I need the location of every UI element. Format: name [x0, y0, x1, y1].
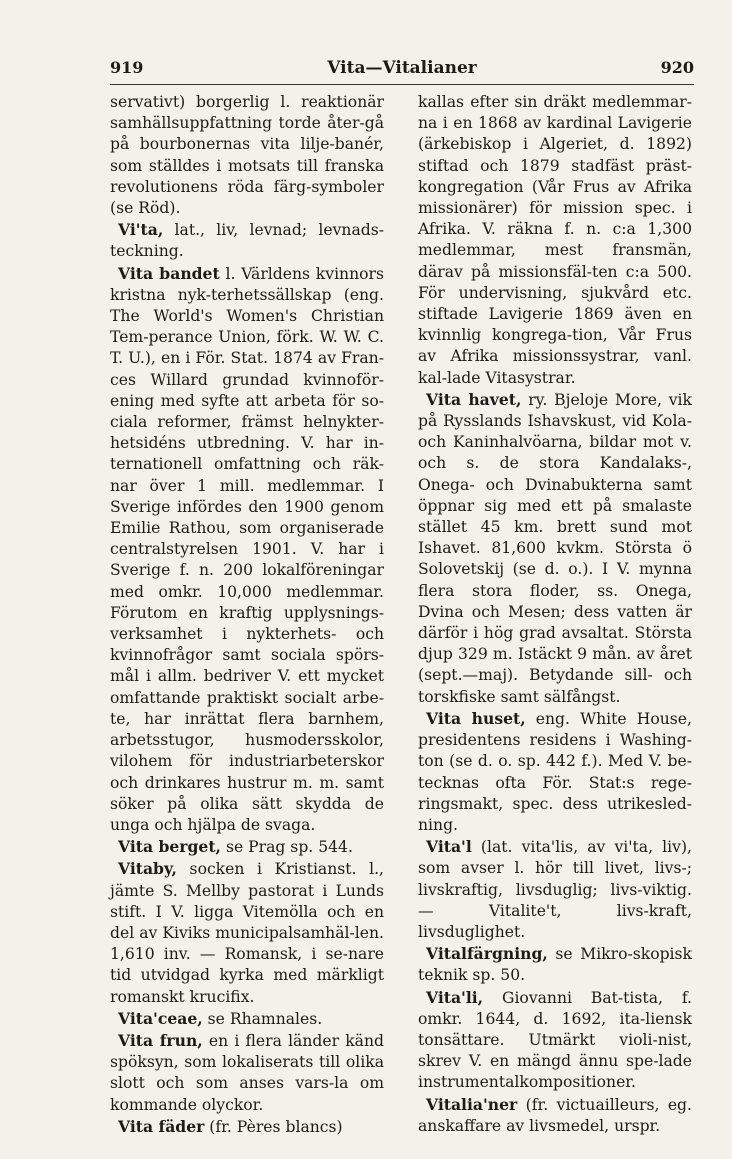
entry-vita-berget: Vita berget, se Prag sp. 544.: [118, 837, 353, 857]
right-column: [418, 92, 692, 1137]
entry-vita-frun: Vita frun, en i flera länder känd spöksyn, som lokaliserats till olika slott och som anses vars-la om kommande olyckor.: [110, 1030, 385, 1114]
entry-vita: Vi'ta, lat., liv, levnad; levnads-teckning.: [110, 220, 384, 261]
entry-vitaceae: Vita'ceae, se Rhamnales.: [118, 1008, 323, 1028]
entry-vital: Vita'l (lat. vita'lis, av vi'ta, liv), som avser l. hör till livet, livs-; livskraftig, livsduglig; livs-viktig. — Vitalite't, livs-kraft, livsduglighet.: [418, 837, 692, 941]
header-rule: [110, 84, 694, 85]
entry-vitalianer: Vitalia'ner (fr. victuailleurs, eg. anskaffare av livsmedel, urspr.: [418, 1094, 692, 1135]
entry-vita-huset: Vita huset, eng. White House, presidentens residens i Washing-ton (se d. o. sp. 442 f.). Med V. be-tecknas ofta För. Stat:s rege-ringsmakt, spec. dess utrikesled-ning.: [418, 708, 692, 834]
entry-vita-havet: Vita havet, ry. Bjeloje More, vik på Rysslands Ishavskust, vid Kola- och Kaninhalvöarna, bildar mot v. och s. de stora Kandalaks-, Onega- och Dvinabukterna samt öppnar sig med ett på smalaste stället 45 km. brett sund mot Ishavet. 81,600 kvkm. Största ö Solovetskij (se d. o.). I V. mynna flera stora floder, ss. Onega, Dvina och Mesen; dess vatten är därför i hög grad avsaltat. Största djup 329 m. Istäckt 9 mån. av året (sept.—maj). Betydande sill- och torskfiske samt sälfångst.: [418, 389, 692, 706]
entry-continuation: kallas efter sin dräkt medlemmar-na i en 1868 av kardinal Lavigerie (ärkebiskop i Algeriet, d. 1892) stiftad och 1879 stadfäst präst-kongregation (Vår Frus av Afrika missionärer) för mission spec. i Afrika. V. räkna f. n. c:a 1,300 medlemmar, mest fransmän, därav på missionsfäl-ten c:a 500. För undervisning, sjukvård etc. stiftade Lavigerie 1869 även en kvinnlig kongrega-tion, Vår Frus av Afrika missionssystrar, vanl. kal-lade Vitasystrar.: [418, 93, 692, 387]
entry-vitalfargning: Vitalfärgning, se Mikro-skopisk teknik sp. 50.: [418, 944, 692, 985]
entry-vitaby: Vitaby, socken i Kristianst. l., jämte S. Mellby pastorat i Lunds stift. I V. ligga Vitemölla och en del av Kiviks municipalsamhäl-len. 1,610 inv. — Romansk, i se-nare tid utvidgad kyrka med märkligt romanskt krucifix.: [110, 859, 384, 1006]
running-title: Vita—Vitalianer: [327, 58, 477, 78]
page-header: [110, 56, 694, 84]
entry-continuation: servativt) borgerlig l. reaktionär samhällsuppfattning torde åter-gå på bourbonernas vita lilje-banér, som ställdes i motsats till franska revolutionens röda färg-symboler (se Röd).: [110, 93, 384, 218]
entry-vita-fader: Vita fäder (fr. Pères blancs): [118, 1116, 343, 1136]
entry-vitali: Vita'li, Giovanni Bat-tista, f. omkr. 1644, d. 1692, ita-liensk tonsättare. Utmärkt violi-nist, skrev V. en mängd ännu spe-lade instrumentalkompositioner.: [418, 987, 692, 1092]
entry-vita-bandet: Vita bandet l. Världens kvinnors kristna nyk-terhetssällskap (eng. The World's Women's Christian Tem-perance Union, förk. W. W. C. T. U.), en i För. Stat. 1874 av Fran-ces Willard grundad kvinnoför-ening med syfte att arbeta för so-ciala reformer, främst helnykter-hetsidéns utbredning. V. har in-ternationell omfattning och räk-nar över 1 mill. medlemmar. I Sverige infördes den 1900 genom Emilie Rathou, som organiserade centralstyrelsen 1901. V. har i Sverige f. n. 200 lokalföreningar med omkr. 10,000 medlemmar. Förutom en kraftig upplysnings-verksamhet i nykterhets- och kvinnofrågor samt sociala spörs-mål i allm. bedriver V. ett mycket omfattande praktiskt socialt arbe-te, har inrättat flera barnhem, arbetsstugor, husmodersskolor, vilohem för industriarbeterskor och drinkares hustrur m. m. samt söker på olika sätt skydda de unga och hjälpa de svaga.: [110, 263, 384, 834]
page-number-right: 920: [660, 58, 694, 77]
left-column: [110, 92, 384, 1138]
page-number-left: 919: [110, 58, 144, 77]
